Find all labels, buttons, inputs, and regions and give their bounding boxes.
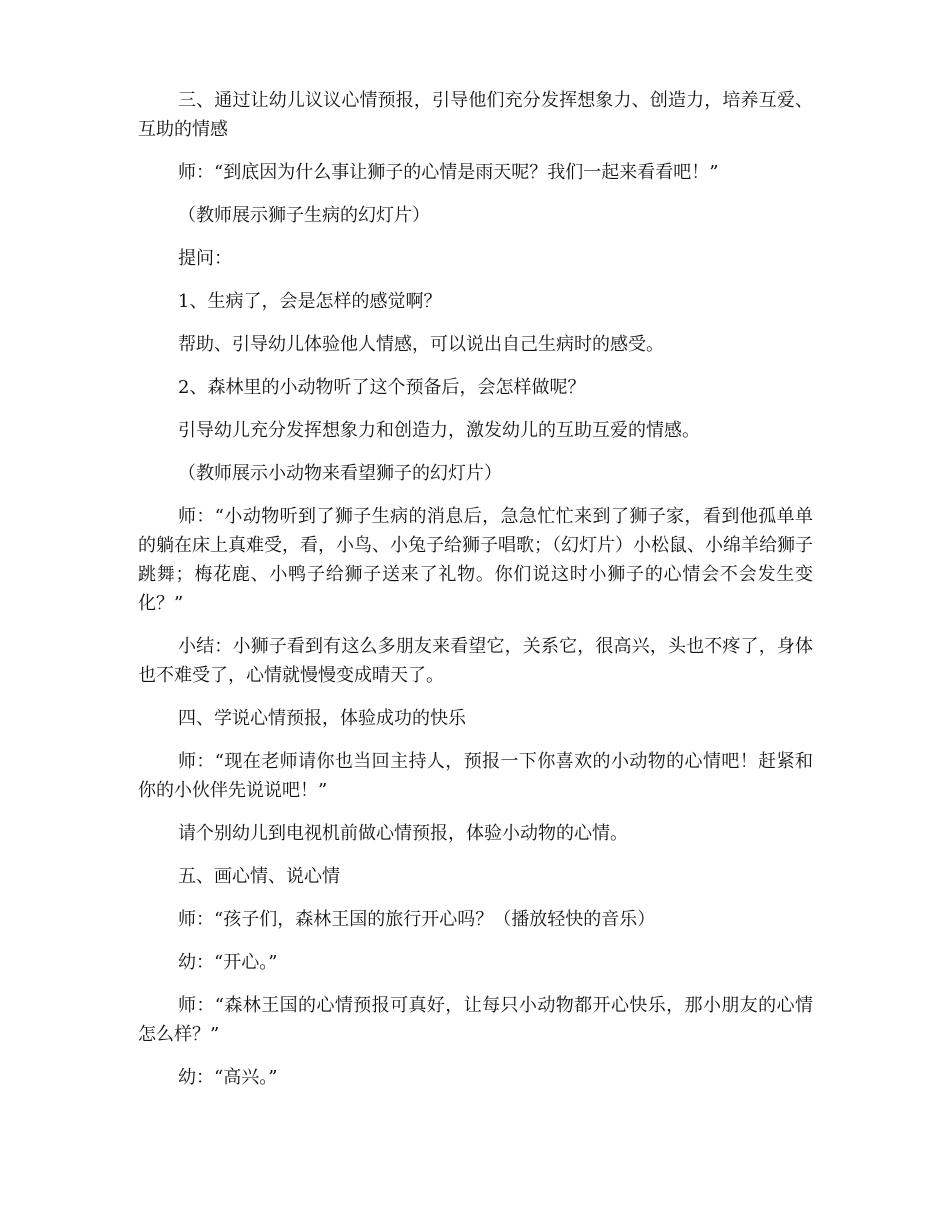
question-2: 2、森林里的小动物听了这个预备后，会怎样做呢？: [178, 377, 586, 398]
question-label: 提问：: [178, 248, 232, 269]
activity-text: 请个别幼儿到电视机前做心情预报，体验小动物的心情。: [178, 823, 628, 844]
stage-note: （教师展示小动物来看望狮子的幻灯片）: [178, 463, 502, 484]
section-heading-5: 五、画心情、说心情: [178, 866, 340, 887]
child-line: 幼：“开心。”: [178, 952, 278, 973]
teacher-line: 师：“孩子们，森林王国的旅行开心吗？（播放轻快的音乐）: [178, 909, 656, 930]
guidance-text: 帮助、引导幼儿体验他人情感，可以说出自己生病时的感受。: [178, 334, 664, 355]
stage-note: （教师展示狮子生病的幻灯片）: [178, 205, 430, 226]
child-line: 幼：“高兴。”: [178, 1067, 278, 1088]
teacher-line: 师：“森林王国的心情预报可真好，让每只小动物都开心快乐，那小朋友的心情怎么样？”: [138, 995, 813, 1045]
teacher-line: 师：“小动物听到了狮子生病的消息后，急急忙忙来到了狮子家，看到他孤单单的躺在床上真难受，看，小鸟、小兔子给狮子唱歌；（幻灯片）小松鼠、小绵羊给狮子跳舞；梅花鹿、小鸭子给狮子送来了礼物。你们说这时小狮子的心情会不会发生变化？”: [138, 506, 813, 614]
section-heading-3: 三、通过让幼儿议议心情预报，引导他们充分发挥想象力、创造力，培养互爱、互助的情感: [138, 90, 813, 140]
document-body: [138, 86, 813, 1106]
teacher-line: 师：“现在老师请你也当回主持人，预报一下你喜欢的小动物的心情吧！赶紧和你的小伙伴先说说吧！”: [138, 751, 813, 801]
guidance-text: 引导幼儿充分发挥想象力和创造力，激发幼儿的互助互爱的情感。: [178, 420, 700, 441]
question-1: 1、生病了，会是怎样的感觉啊？: [178, 291, 442, 312]
section-heading-4: 四、学说心情预报，体验成功的快乐: [178, 708, 466, 729]
summary-text: 小结：小狮子看到有这么多朋友来看望它，关系它，很高兴，头也不疼了，身体也不难受了，心情就慢慢变成晴天了。: [138, 636, 813, 686]
teacher-line: 师：“到底因为什么事让狮子的心情是雨天呢？我们一起来看看吧！”: [178, 162, 719, 183]
